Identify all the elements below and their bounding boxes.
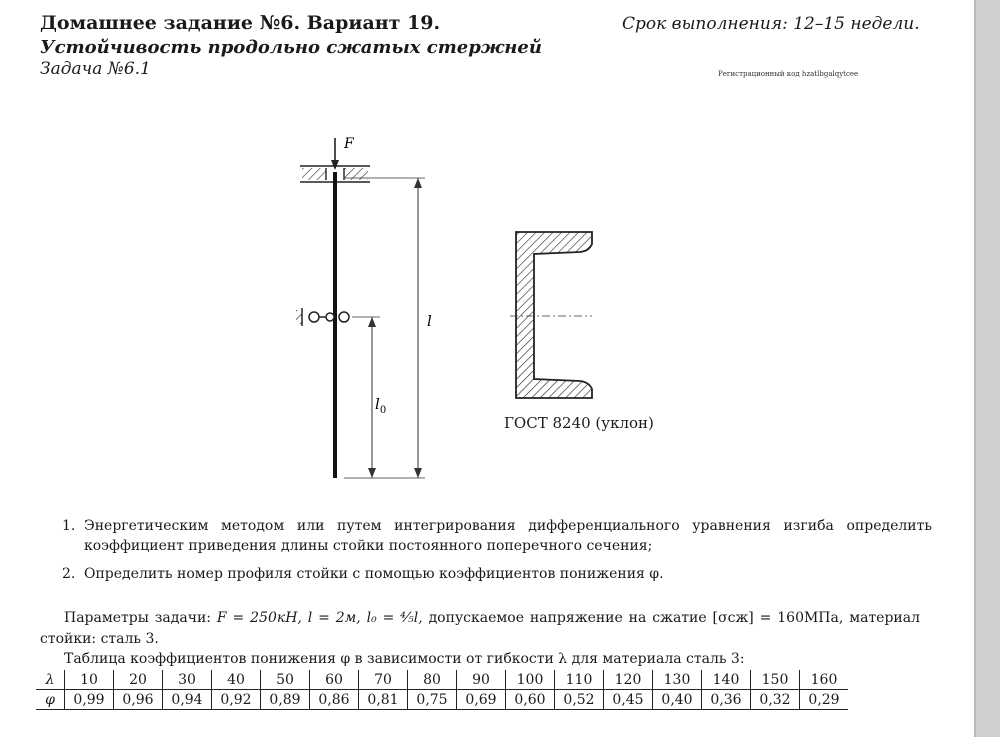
table-cell: 130 — [653, 670, 702, 690]
viewer-scrollbar[interactable] — [974, 0, 1000, 737]
table-cell: 0,89 — [261, 690, 310, 710]
table-head-lambda: λ — [36, 670, 65, 690]
table-cell: 110 — [555, 670, 604, 690]
task-number: Задача №6.1 — [40, 59, 151, 79]
deadline-text: Срок выполнения: 12–15 недели. — [622, 14, 920, 34]
table-cell: 50 — [261, 670, 310, 690]
table-row — [36, 690, 848, 710]
table-cell: 0,69 — [457, 690, 506, 710]
list-item: 1. Энергетическим методом или путем интегрирования дифференциального уравнения изгиба определить коэффициент приведения длины стойки постоянного поперечного сечения; — [62, 518, 932, 554]
table-cell: 0,60 — [506, 690, 555, 710]
table-cell: 0,92 — [212, 690, 261, 710]
table-cell: 0,40 — [653, 690, 702, 710]
table-cell: 0,29 — [800, 690, 849, 710]
table-cell: 0,86 — [310, 690, 359, 710]
table-cell: 70 — [359, 670, 408, 690]
length-l0-label: $l_0$ — [375, 395, 387, 416]
table-row — [36, 670, 848, 690]
registration-code: Регистрационный код hzatlbgalqytcee — [718, 70, 859, 78]
table-cell: 10 — [65, 670, 114, 690]
table-head-phi: φ — [36, 690, 65, 710]
coefficient-table — [36, 670, 848, 710]
table-cell: 20 — [114, 670, 163, 690]
length-l-dimension — [344, 178, 425, 478]
table-cell: 140 — [702, 670, 751, 690]
table-cell: 80 — [408, 670, 457, 690]
table-cell: 0,94 — [163, 690, 212, 710]
table-cell: 0,81 — [359, 690, 408, 710]
force-label: F — [344, 136, 354, 152]
table-cell: 30 — [163, 670, 212, 690]
table-cell: 0,45 — [604, 690, 653, 710]
force-arrow — [331, 138, 339, 170]
task-list — [62, 516, 932, 592]
task-parameters: Параметры задачи: F = 250кН, l = 2м, l₀ = ⁴⁄₅l, допускаемое напряжение на сжатие [σсж] = 160МПа, материал стойки: сталь 3. — [40, 610, 921, 647]
table-cell: 150 — [751, 670, 800, 690]
table-cell: 0,32 — [751, 690, 800, 710]
table-cell: 100 — [506, 670, 555, 690]
table-cell: 0,99 — [65, 690, 114, 710]
table-caption: Таблица коэффициентов понижения φ в зависимости от гибкости λ для материала сталь 3: — [64, 651, 745, 667]
table-cell: 0,36 — [702, 690, 751, 710]
table-cell: 120 — [604, 670, 653, 690]
middle-support — [296, 308, 349, 326]
channel-section — [510, 232, 592, 398]
table-cell: 40 — [212, 670, 261, 690]
column-diagram — [290, 130, 750, 520]
list-item: 2. Определить номер профиля стойки с помощью коэффициентов понижения φ. — [62, 566, 664, 582]
table-cell: 0,96 — [114, 690, 163, 710]
table-cell: 90 — [457, 670, 506, 690]
document-title: Домашнее задание №6. Вариант 19. — [40, 12, 441, 34]
table-cell: 0,52 — [555, 690, 604, 710]
table-cell: 60 — [310, 670, 359, 690]
section-caption: ГОСТ 8240 (уклон) — [504, 414, 654, 432]
document-subtitle: Устойчивость продольно сжатых стержней — [40, 37, 542, 58]
length-l-label: l — [427, 312, 432, 330]
table-cell: 0,75 — [408, 690, 457, 710]
table-cell: 160 — [800, 670, 849, 690]
